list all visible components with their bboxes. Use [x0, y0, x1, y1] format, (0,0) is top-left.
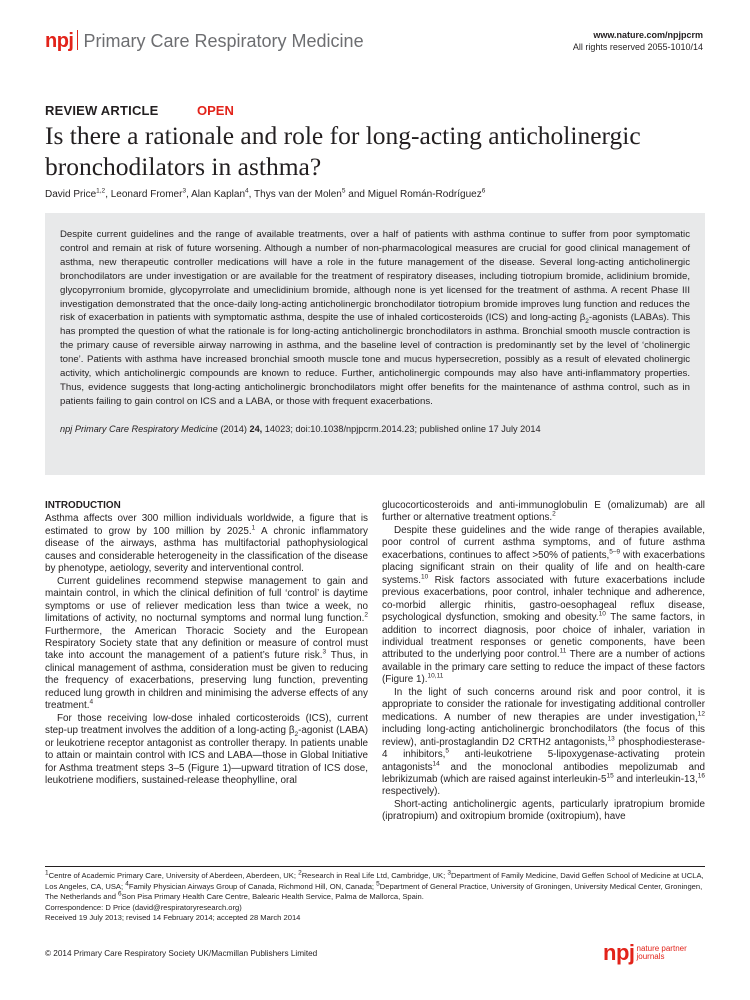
footnotes	[45, 871, 705, 924]
correspondence: Correspondence: D Price (david@respiratoryresearch.org)	[45, 902, 242, 912]
copyright: © 2014 Primary Care Respiratory Society UK/Macmillan Publishers Limited	[45, 949, 318, 958]
npj-logo-mark: npj	[603, 940, 635, 965]
paragraph: Despite these guidelines and the wide range of therapies available, poor control of current asthma symptoms, and of future asthma exacerbations, continues to affect >50% of patients,$^{5-9}$ with exacerbations placing significant strain on their quality of life and on health-care systems.$^{10}$ Risk factors associated with future exacerbations include previous exacerbations, poor control, inhaler technique and adherence, co-morbid allergic rhinitis, gastro-oesophageal reflux disease, psychological dysfunction, smoking and obesity.$^{10}$ The same factors, in addition to incorrect diagnosis, poor choice of inhaler, variation in individual treatment responses or genetic components, have been attributed to the underlying poor control.$^{11}$ There are a number of actions available in the primary care setting to reduce the impact of these factors (Figure 1).$^{10,11}$	[382, 524, 705, 686]
journal-url[interactable]: www.nature.com/npjpcrm	[593, 30, 703, 40]
rights-statement: All rights reserved 2055-1010/14	[572, 41, 703, 52]
journal-header	[45, 30, 364, 53]
abstract-text: Despite current guidelines and the range of available treatments, over a half of patients with asthma continue to suffer from poor symptomatic control and remain at risk of future worsening. Although a number of non-pharmacological measures are crucial for good clinical management of asthma, new therapeutic controller medications will have a role in the future management of the disease. Several long-acting anticholinergic bronchodilators are under investigation or are available for the treatment of respiratory diseases, including tiotropium bromide, aclidinium bromide, glycopyrronium bromide, glycopyrrolate and umeclidinium bromide, although none is yet licensed for the treatment of asthma. A recent Phase III investigation demonstrated that the once-daily long-acting anticholinergic bronchodilator tiotropium bromide improves lung function and reduces the risk of exacerbation in patients with symptomatic asthma, despite the use of inhaled corticosteroids (ICS) and long-acting $\beta_2$-agonists (LABAs). This has prompted the question of what the rationale is for long-acting anticholinergic bronchodilators in asthma. Bronchial smooth muscle contraction is the primary cause of reversible airway narrowing in asthma, and the baseline level of contraction is predominantly set by the level of ‘cholinergic tone’. Patients with asthma have increased bronchial smooth muscle tone and mucus hypersecretion, possibly as a result of elevated cholinergic activity, which anticholinergic compounds are known to reduce. Further, anticholinergic compounds may also have anti-inflammatory properties. Thus, evidence suggests that long-acting anticholinergic bronchodilators might offer benefits for the maintenance of asthma control, such as in patients failing to gain control on ICS and a LABA, or those with frequent exacerbations.	[60, 229, 691, 407]
npj-logo: npj	[45, 30, 74, 52]
header-right	[573, 30, 703, 53]
author: Leonard Fromer$^3$,	[110, 187, 192, 200]
paragraph: In the light of such concerns around risk and poor control, it is appropriate to consider the rationale for investigating additional controller medications. A number of new therapies are under investigation,$^{12}$ including long-acting anticholinergic bronchodilators (the focus of this review), anti-prostaglandin D2 CRTH2 antagonists,$^{13}$ phosphodiesterase-4 inhibitors,$^5$ anti-leukotriene 5-lipoxygenase-activating protein antagonists$^{14}$ and the monoclonal antibodies mepolizumab and lebrikizumab (which are raised against interleukin-$5^{15}$ and interleukin-13,16 respectively).	[382, 686, 706, 798]
author: Alan Kaplan$^4$,	[191, 187, 255, 200]
body-column-left	[45, 500, 368, 787]
paragraph: Short-acting anticholinergic agents, particularly ipratropium bromide (ipratropium) and oxitropium bromide (oxitropium), have	[382, 798, 705, 823]
article-title: Is there a rationale and role for long-acting anticholinergic bronchodilators in asthma?	[45, 121, 641, 181]
npj-nature-partner-logo	[603, 940, 687, 966]
received-dates: Received 19 July 2013; revised 14 February 2014; accepted 28 March 2014	[45, 913, 301, 922]
affiliations: $^1$Centre of Academic Primary Care, University of Aberdeen, Aberdeen, UK; $^2$Research in Real Life Ltd, Cambridge, UK; $^3$Department of Family Medicine, David Geffen School of Medicine at UCLA, Los Angeles, CA, USA; $^4$Family Physician Airways Group of Canada, Richmond Hill, ON, Canada; $^5$Department of General Practice, University of Groningen, University Medical Center, Groningen, The Netherlands and $^6$Son Pisa Primary Health Care Centre, Balearic Health Service, Palma de Mallorca, Spain.	[45, 869, 704, 901]
section-heading-introduction: INTRODUCTION	[45, 500, 121, 511]
article-type: REVIEW ARTICLE	[45, 103, 159, 118]
footnote-divider	[45, 866, 705, 867]
citation: npj Primary Care Respiratory Medicine (2014) 24, 14023; doi:10.1038/npjpcrm.2014.23; published online 17 July 2014	[60, 423, 541, 434]
body-column-right	[382, 500, 705, 824]
paragraph: For those receiving low-dose inhaled corticosteroids (ICS), current step-up treatment involves the addition of a long-acting $\beta_2$-agonist (LABA) or leukotriene receptor antagonist as controller therapy. In patients unable to attain or maintain control with ICS and LABA—those in Global Initiative for Asthma treatment steps 3–5 (Figure 1)—upward titration of ICS dose, leukotriene modifiers, sustained-release theophylline, oral	[45, 712, 368, 786]
author-list	[45, 189, 485, 200]
abstract-box	[45, 213, 705, 475]
nature-partner-journals-text: nature partner journals	[636, 943, 687, 961]
paragraph: Asthma affects over 300 million individuals worldwide, a figure that is estimated to grow by 100 million by 2025.$^1$ A chronic inflammatory disease of the airways, asthma has multifactorial pathophysiological causes and considerable heterogeneity in the classification of the disease by phenotype, aetiology, severity and interventional control.	[45, 513, 368, 575]
paragraph: Current guidelines recommend stepwise management to gain and maintain control, in which the clinical definition of full ‘control’ is daytime symptoms or use of reliever medication less than twice a week, no limitations of activity, no nocturnal symptoms and normal lung function.$^2$ Furthermore, the American Thoracic Society and the European Respiratory Society state that any definition or measure of control must take into account the management of a patient’s future risk.$^3$ Thus, in clinical management of asthma, consideration must be given to reducing the frequency of exacerbations, preserving lung function, preventing reduced lung growth in children and minimising the adverse effects of any treatment.$^4$	[45, 575, 368, 712]
author: David Price$^{1,2}$,	[45, 187, 111, 200]
author: Miguel Román-Rodríguez$^6$	[367, 187, 486, 200]
header-divider	[77, 30, 78, 50]
open-access-label: OPEN	[197, 103, 234, 118]
paragraph: glucocorticosteroids and anti-immunoglobulin E (omalizumab) are all further or alternative treatment options.$^2$	[382, 500, 705, 524]
author: Thys van der Molen$^5$ and	[254, 187, 368, 200]
journal-name: Primary Care Respiratory Medicine	[83, 31, 364, 51]
